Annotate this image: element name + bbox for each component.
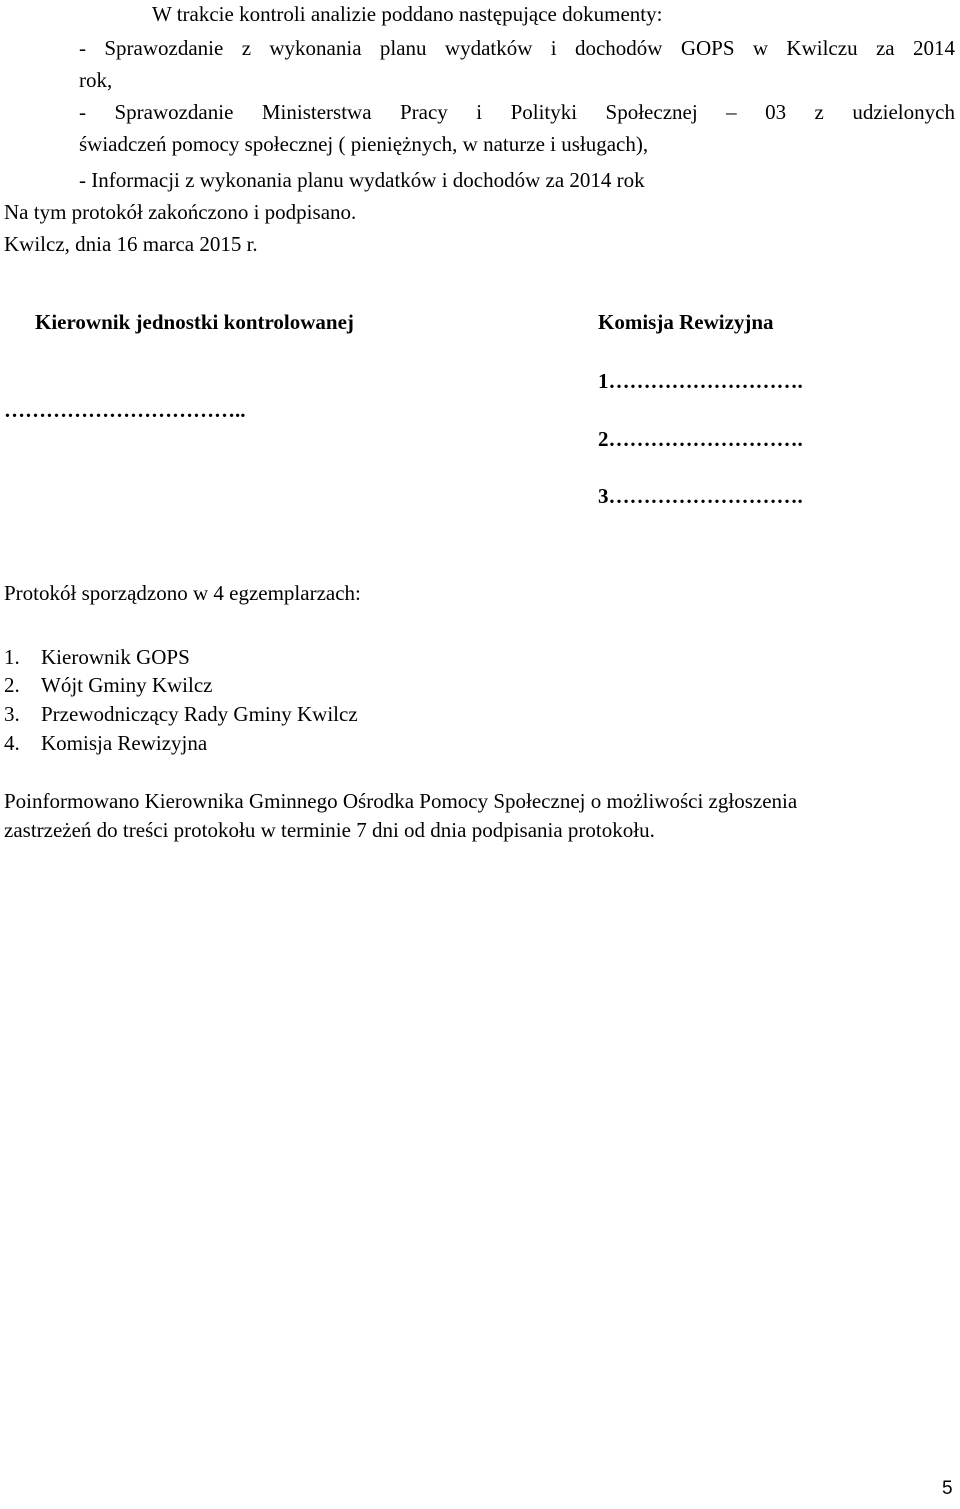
word: wykonania: [269, 36, 362, 60]
copies-item-text: Komisja Rewizyjna: [41, 731, 208, 755]
copies-list-item: [4, 645, 190, 669]
copies-list-item: [4, 673, 213, 697]
place-date: Kwilcz, dnia 16 marca 2015 r.: [4, 232, 258, 256]
word: i: [550, 36, 557, 60]
intro-line: W trakcie kontroli analizie poddano następujące dokumenty:: [152, 2, 663, 26]
word: udzielonych: [852, 100, 955, 124]
word: -: [79, 36, 86, 60]
copies-heading: Protokół sporządzono w 4 egzemplarzach:: [4, 581, 361, 605]
closing-line: Na tym protokół zakończono i podpisano.: [4, 200, 357, 224]
signature-right-title: Komisja Rewizyjna: [598, 310, 774, 334]
word: Pracy: [399, 100, 448, 124]
copies-item-number: 1.: [4, 645, 20, 669]
copies-item-text: Kierownik GOPS: [41, 645, 190, 669]
word: Polityki: [510, 100, 578, 124]
word: w: [752, 36, 769, 60]
word: –: [726, 100, 737, 124]
word: Społecznej: [605, 100, 698, 124]
word: z: [814, 100, 824, 124]
signature-left-dots: ……………………………..: [4, 398, 246, 422]
signature-right-item-3: 3……………………….: [598, 484, 803, 508]
document-item-1-line-2: rok,: [79, 68, 113, 92]
word: z: [241, 36, 252, 60]
word: Sprawozdanie: [104, 36, 224, 60]
document-item-3-line-1: - Informacji z wykonania planu wydatków i dochodów za 2014 rok: [79, 168, 645, 192]
word: 03: [765, 100, 787, 124]
word: wydatków: [444, 36, 533, 60]
document-item-2-line-2: świadczeń pomocy społecznej ( pieniężnych, w naturze i usługach),: [79, 132, 649, 156]
copies-item-text: Przewodniczący Rady Gminy Kwilcz: [41, 702, 358, 726]
document-item-2-line-1: [79, 100, 955, 124]
copies-list-item: [4, 731, 208, 755]
copies-list-item: [4, 702, 358, 726]
copies-item-number: 3.: [4, 702, 20, 726]
page-number: 5: [942, 1478, 953, 1499]
copies-item-text: Wójt Gminy Kwilcz: [41, 673, 213, 697]
word: Sprawozdanie: [114, 100, 234, 124]
copies-item-number: 2.: [4, 673, 20, 697]
word: dochodów: [574, 36, 663, 60]
word: planu: [379, 36, 427, 60]
word: za: [875, 36, 895, 60]
word: Kwilczu: [786, 36, 858, 60]
word: GOPS: [680, 36, 735, 60]
notice-line-1: Poinformowano Kierownika Gminnego Ośrodka Pomocy Społecznej o możliwości zgłoszenia: [4, 789, 798, 813]
word: i: [476, 100, 483, 124]
signature-left-title: Kierownik jednostki kontrolowanej: [35, 310, 354, 334]
signature-right-item-2: 2……………………….: [598, 427, 803, 451]
document-item-1-line-1: [79, 36, 955, 60]
signature-right-item-1: 1……………………….: [598, 369, 803, 393]
notice-line-2: zastrzeżeń do treści protokołu w terminie 7 dni od dnia podpisania protokołu.: [4, 818, 655, 842]
copies-item-number: 4.: [4, 731, 20, 755]
word: Ministerstwa: [261, 100, 372, 124]
word: -: [79, 100, 86, 124]
word: 2014: [912, 36, 955, 60]
